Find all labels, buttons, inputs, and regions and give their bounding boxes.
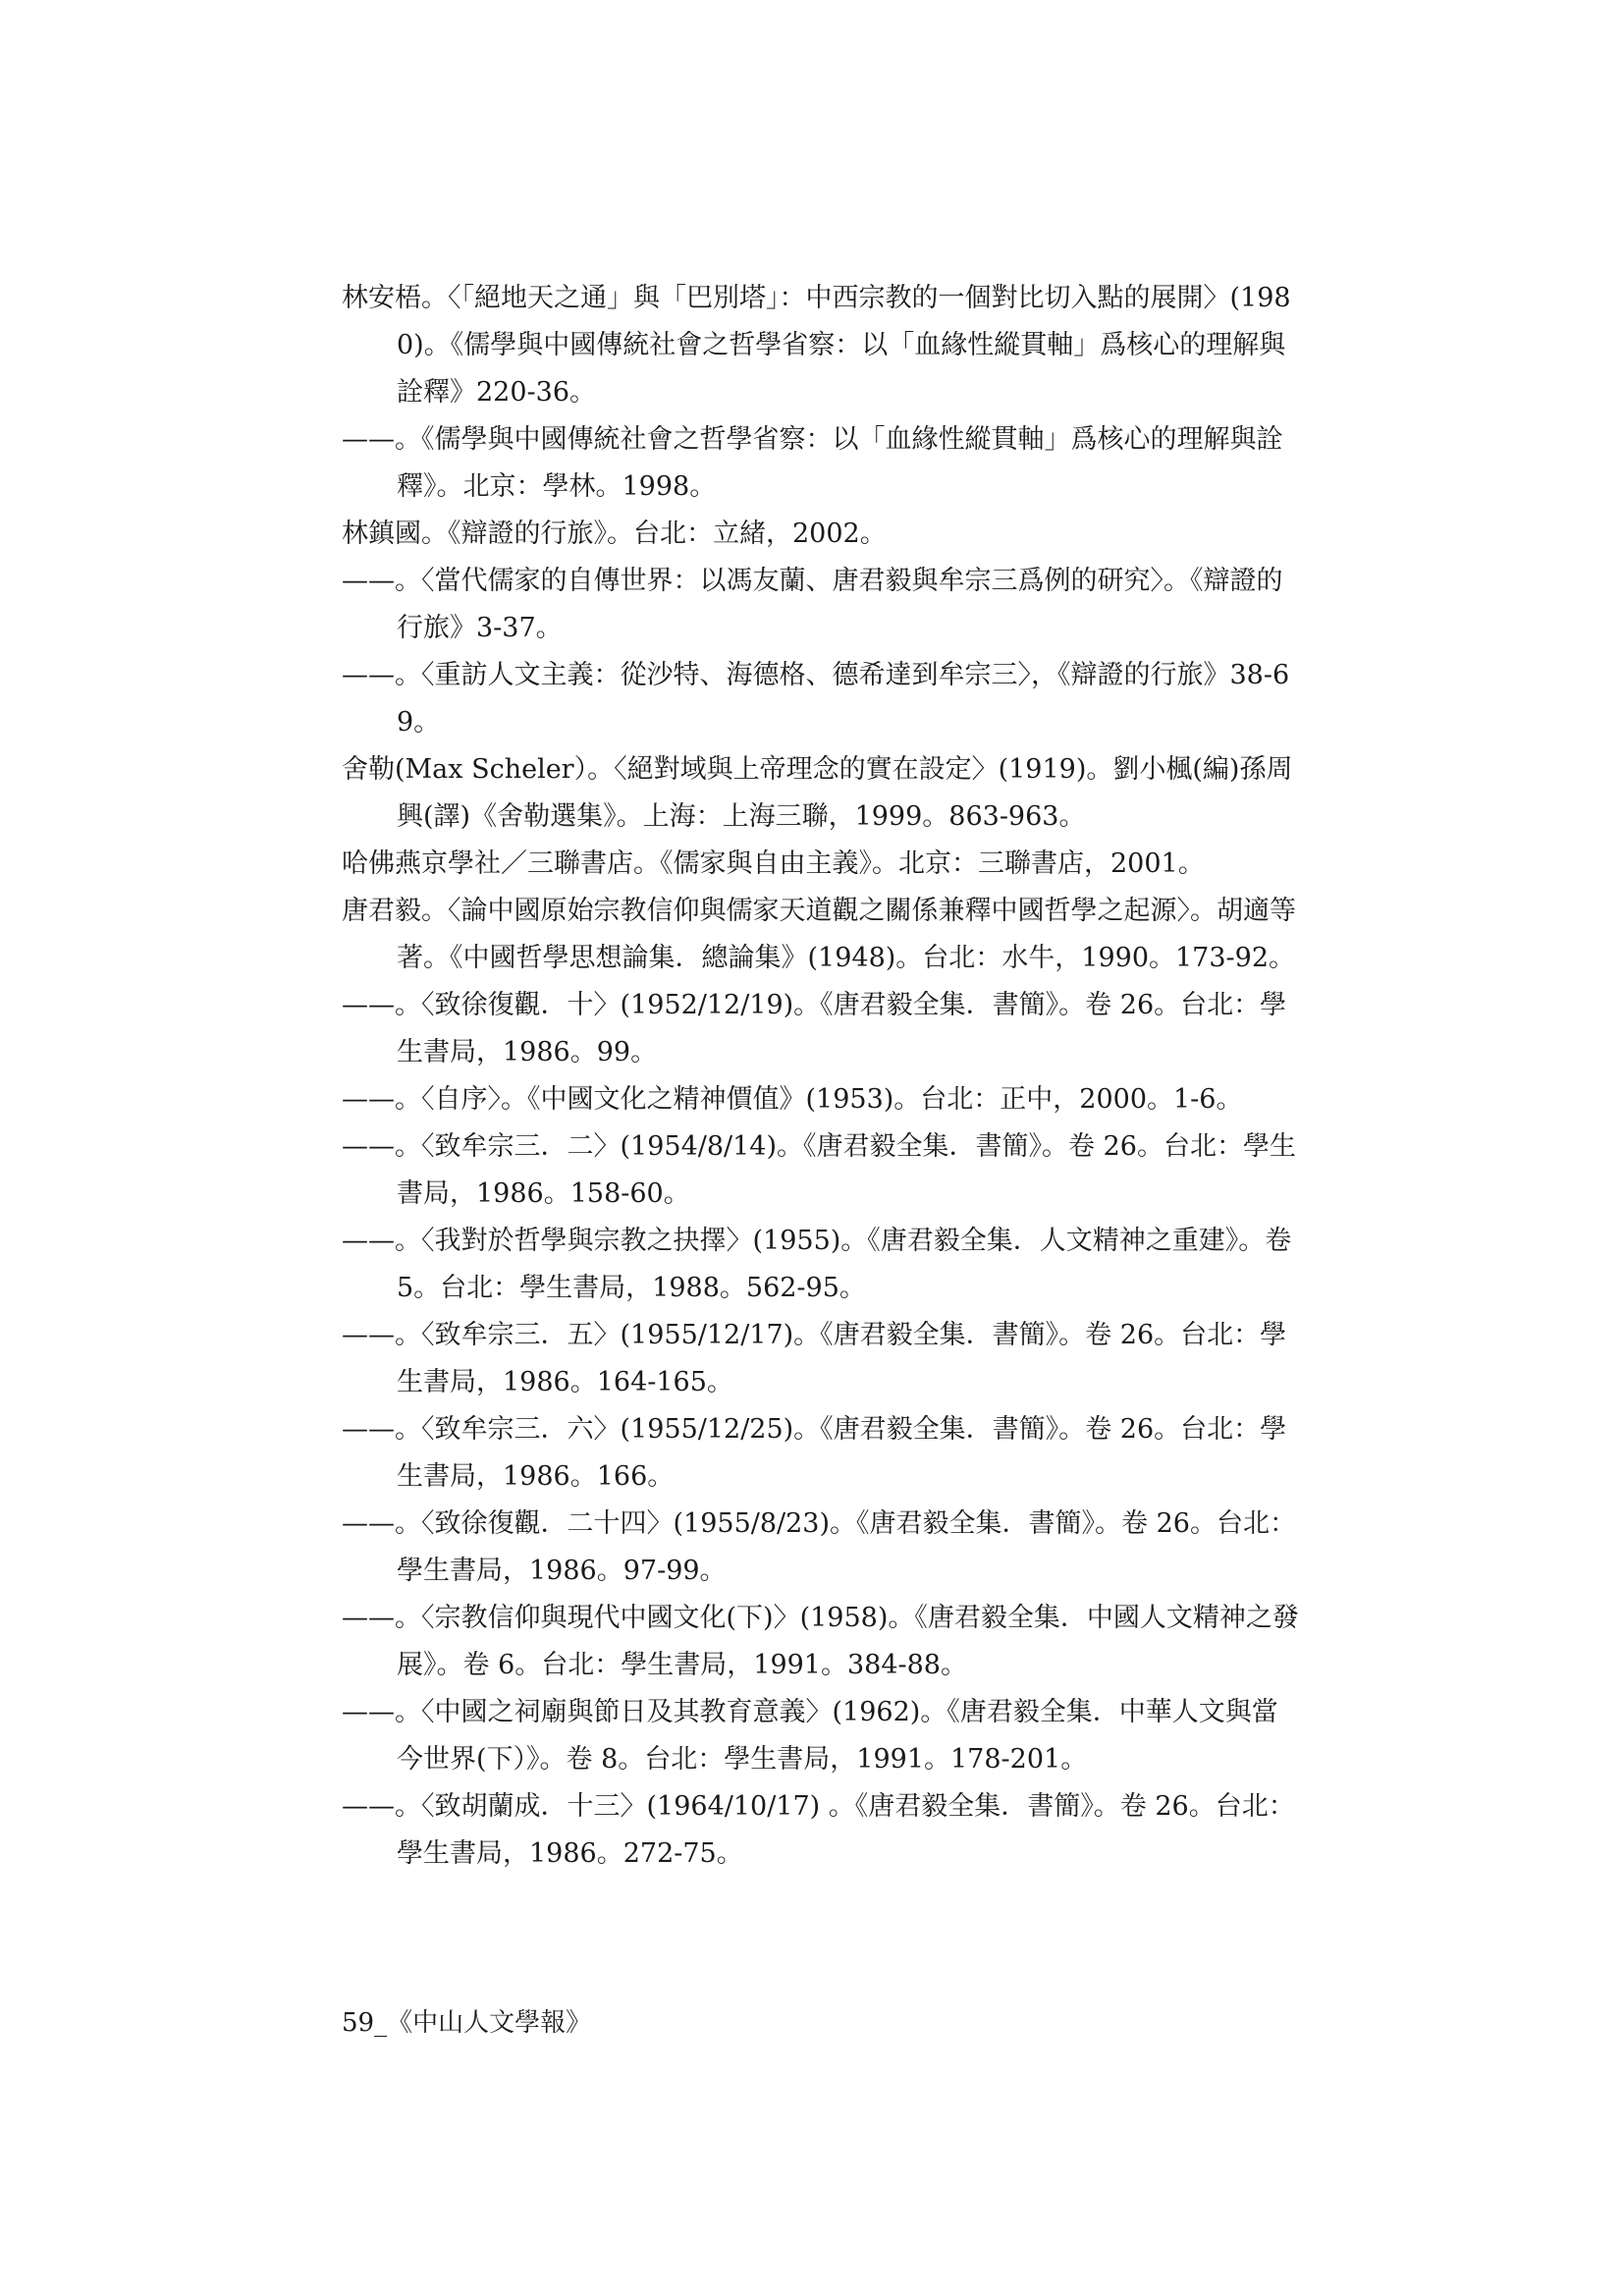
bib-entry: ——。《儒學與中國傳統社會之哲學省察：以「血緣性縱貫軸」爲核心的理解與詮釋》。北京：學林。1998。 (342, 424, 1283, 502)
page-number: 59 (342, 2008, 375, 2038)
bib-entry: ——。〈宗教信仰與現代中國文化(下)〉(1958)。《唐君毅全集．中國人文精神之發展》。卷 6。台北：學生書局，1991。384-88。 (342, 1603, 1299, 1680)
bib-entry: 林鎮國。《辯證的行旅》。台北：立緒，2002。 (342, 519, 887, 549)
bib-entry: ——。〈中國之祠廟與節日及其教育意義〉(1962)。《唐君毅全集．中華人文與當今世界(下）》。卷 8。台北：學生書局，1991。178-201。 (342, 1697, 1278, 1775)
bib-entry: ——。〈重訪人文主義：從沙特、海德格、德希達到牟宗三〉，《辯證的行旅》38-69。 (342, 660, 1290, 738)
bib-entry: ——。〈當代儒家的自傳世界：以馮友蘭、唐君毅與牟宗三爲例的研究〉。《辯證的行旅》3-37。 (342, 566, 1283, 643)
bib-entry: 唐君毅。〈論中國原始宗教信仰與儒家天道觀之關係兼釋中國哲學之起源〉。胡適等著。《中國哲學思想論集．總論集》(1948)。台北：水牛，1990。173-92。 (342, 896, 1296, 973)
bib-entry: 舍勒(Max Scheler）。〈絕對域與上帝理念的實在設定〉(1919)。劉小楓(編)孫周興(譯)《舍勒選集》。上海：上海三聯，1999。863-963。 (342, 754, 1293, 832)
journal-title: _《中山人文學報》 (374, 2008, 592, 2038)
bib-entry: 林安梧。〈「絕地天之通」與「巴別塔」：中西宗教的一個對比切入點的展開〉(1980)。《儒學與中國傳統社會之哲學省察：以「血緣性縱貫軸」爲核心的理解與詮釋》220-36。 (342, 283, 1291, 408)
bibliography-list (342, 275, 1304, 1878)
bib-entry: ——。〈致牟宗三．五〉(1955/12/17)。《唐君毅全集．書簡》。卷 26。台北：學生書局，1986。164-165。 (342, 1320, 1287, 1397)
bib-entry: ——。〈自序〉。《中國文化之精神價值》(1953)。台北：正中，2000。1-6。 (342, 1084, 1243, 1115)
bib-entry: ——。〈我對於哲學與宗教之抉擇〉(1955)。《唐君毅全集．人文精神之重建》。卷 5。台北：學生書局，1988。562-95。 (342, 1226, 1292, 1303)
bib-entry: ——。〈致徐復觀．十〉(1952/12/19)。《唐君毅全集．書簡》。卷 26。台北：學生書局，1986。99。 (342, 990, 1287, 1067)
bib-entry: ——。〈致徐復觀．二十四〉(1955/8/23)。《唐君毅全集．書簡》。卷 26。台北：學生書局，1986。97-99。 (342, 1508, 1296, 1586)
bib-entry: ——。〈致牟宗三．二〉(1954/8/14)。《唐君毅全集．書簡》。卷 26。台北：學生書局，1986。158-60。 (342, 1131, 1296, 1209)
page-footer (342, 2003, 591, 2043)
bib-entry: ——。〈致胡蘭成．十三〉(1964/10/17) 。《唐君毅全集．書簡》。卷 26。台北：學生書局，1986。272-75。 (342, 1791, 1295, 1869)
bib-entry: 哈佛燕京學社／三聯書店。《儒家與自由主義》。北京：三聯書店，2001。 (342, 848, 1205, 879)
bib-entry: ——。〈致牟宗三．六〉(1955/12/25)。《唐君毅全集．書簡》。卷 26。台北：學生書局，1986。166。 (342, 1414, 1287, 1492)
